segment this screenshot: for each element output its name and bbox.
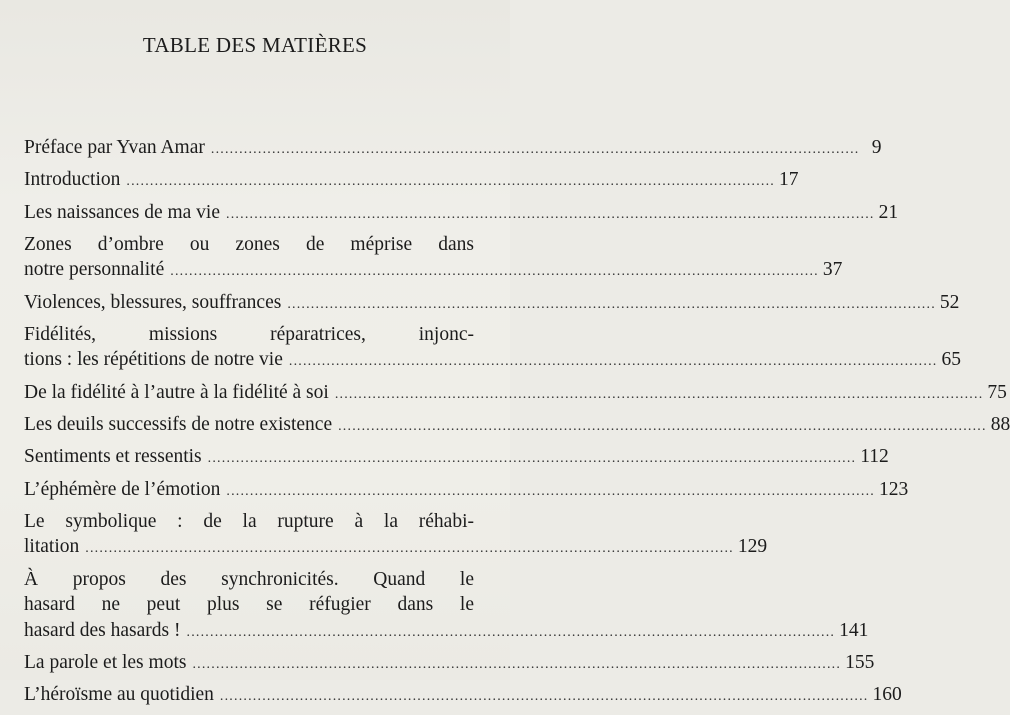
toc-page-number: 88	[990, 414, 1010, 436]
toc-entry-title: Les deuils successifs de notre existence	[24, 414, 333, 436]
toc-entry-title: Le symbolique : de la rupture à la réhabi-	[24, 510, 474, 532]
dot-leader	[338, 414, 987, 440]
dot-leader	[226, 479, 875, 505]
toc-entry-last-line	[24, 380, 1007, 408]
toc-entry-last-line	[24, 444, 889, 472]
toc-page-number: 21	[878, 201, 899, 223]
dot-leader	[192, 652, 841, 678]
toc-entry-title: De la fidélité à l’autre à la fidélité à soi	[24, 381, 329, 403]
toc-entry-title: tions : les répétitions de notre vie	[24, 349, 283, 371]
toc-page-number: 123	[878, 478, 909, 500]
toc-entry	[24, 567, 869, 646]
toc-entry-last-line	[24, 477, 909, 505]
toc-page-number: 9	[871, 137, 882, 158]
dot-leader	[287, 292, 936, 318]
toc-entry-continued-line	[24, 232, 474, 258]
dot-leader	[187, 620, 836, 646]
toc-entry	[24, 650, 875, 678]
toc-entry-title: Préface par Yvan Amar	[24, 137, 205, 158]
toc-entry	[24, 444, 889, 472]
toc-entry	[24, 682, 902, 710]
toc-entry-title: hasard ne peut plus se réfugier dans le	[24, 594, 474, 616]
toc-entry	[24, 477, 909, 505]
toc-entry	[24, 167, 799, 195]
toc-entry	[24, 232, 843, 285]
toc-entry	[24, 380, 1007, 408]
dot-leader	[226, 202, 875, 228]
dot-leader	[289, 349, 938, 375]
toc-entry-title: hasard des hasards !	[24, 619, 181, 641]
toc-entry-continued-line	[24, 509, 474, 535]
toc-entry-last-line	[24, 290, 960, 318]
toc-entry-continued-line	[24, 567, 474, 593]
show-through-text	[300, 0, 510, 120]
toc-entry-title: Zones d’ombre ou zones de méprise dans	[24, 233, 474, 255]
toc-entry-last-line	[24, 200, 899, 228]
toc-page-number: 75	[987, 381, 1007, 403]
dot-leader	[220, 684, 869, 710]
toc-entry-title: L’éphémère de l’émotion	[24, 478, 221, 500]
toc-page-number: 141	[839, 619, 869, 641]
dot-leader	[208, 446, 857, 472]
toc-page-number: 160	[872, 684, 902, 706]
dot-leader	[126, 169, 775, 195]
toc-entry-continued-line	[24, 322, 474, 348]
toc-entry-last-line	[24, 412, 1010, 440]
toc-entry-last-line	[24, 257, 843, 285]
toc-entry	[24, 509, 768, 562]
toc-entry	[24, 290, 960, 318]
toc-entry-last-line	[24, 534, 768, 562]
toc-page-number: 155	[845, 652, 875, 674]
toc-entry-title: La parole et les mots	[24, 652, 187, 674]
toc-entry-title: litation	[24, 536, 80, 558]
toc-entry-title: Introduction	[24, 169, 121, 191]
toc-page-number: 129	[737, 536, 768, 558]
toc-entry-title: Sentiments et ressentis	[24, 446, 202, 468]
toc-entry-last-line	[24, 167, 799, 195]
toc-page-number: 52	[939, 291, 960, 313]
page-title: TABLE DES MATIÈRES	[142, 33, 368, 57]
toc-entry	[24, 322, 961, 375]
toc-entry-title: À propos des synchronicités. Quand le	[24, 568, 474, 590]
toc-entry-continued-line	[24, 592, 474, 618]
toc-entry-title: Fidélités, missions réparatrices, injonc-	[24, 323, 474, 345]
toc-page-number: 65	[941, 349, 961, 371]
dot-leader	[85, 536, 734, 562]
toc-page-number: 17	[779, 169, 799, 191]
toc-entry	[24, 200, 899, 228]
toc-entry-last-line	[24, 650, 875, 678]
toc-entry-title: L’héroïsme au quotidien	[24, 684, 214, 706]
toc-entry-last-line	[24, 618, 869, 646]
toc-entry-title: Violences, blessures, souffrances	[24, 291, 282, 313]
table-of-contents	[24, 135, 1010, 715]
dot-leader	[335, 382, 984, 408]
dot-leader	[211, 137, 860, 163]
toc-entry	[24, 412, 1010, 440]
toc-entry-last-line	[24, 682, 902, 710]
toc-entry-last-line	[24, 347, 961, 375]
toc-entry-last-line	[24, 135, 882, 163]
toc-page-number: 37	[822, 259, 843, 281]
toc-entry-title: Les naissances de ma vie	[24, 201, 221, 223]
toc-page-number: 112	[860, 446, 889, 468]
toc-entry	[24, 135, 882, 163]
dot-leader	[170, 259, 819, 285]
toc-entry-title: notre personnalité	[24, 259, 165, 281]
